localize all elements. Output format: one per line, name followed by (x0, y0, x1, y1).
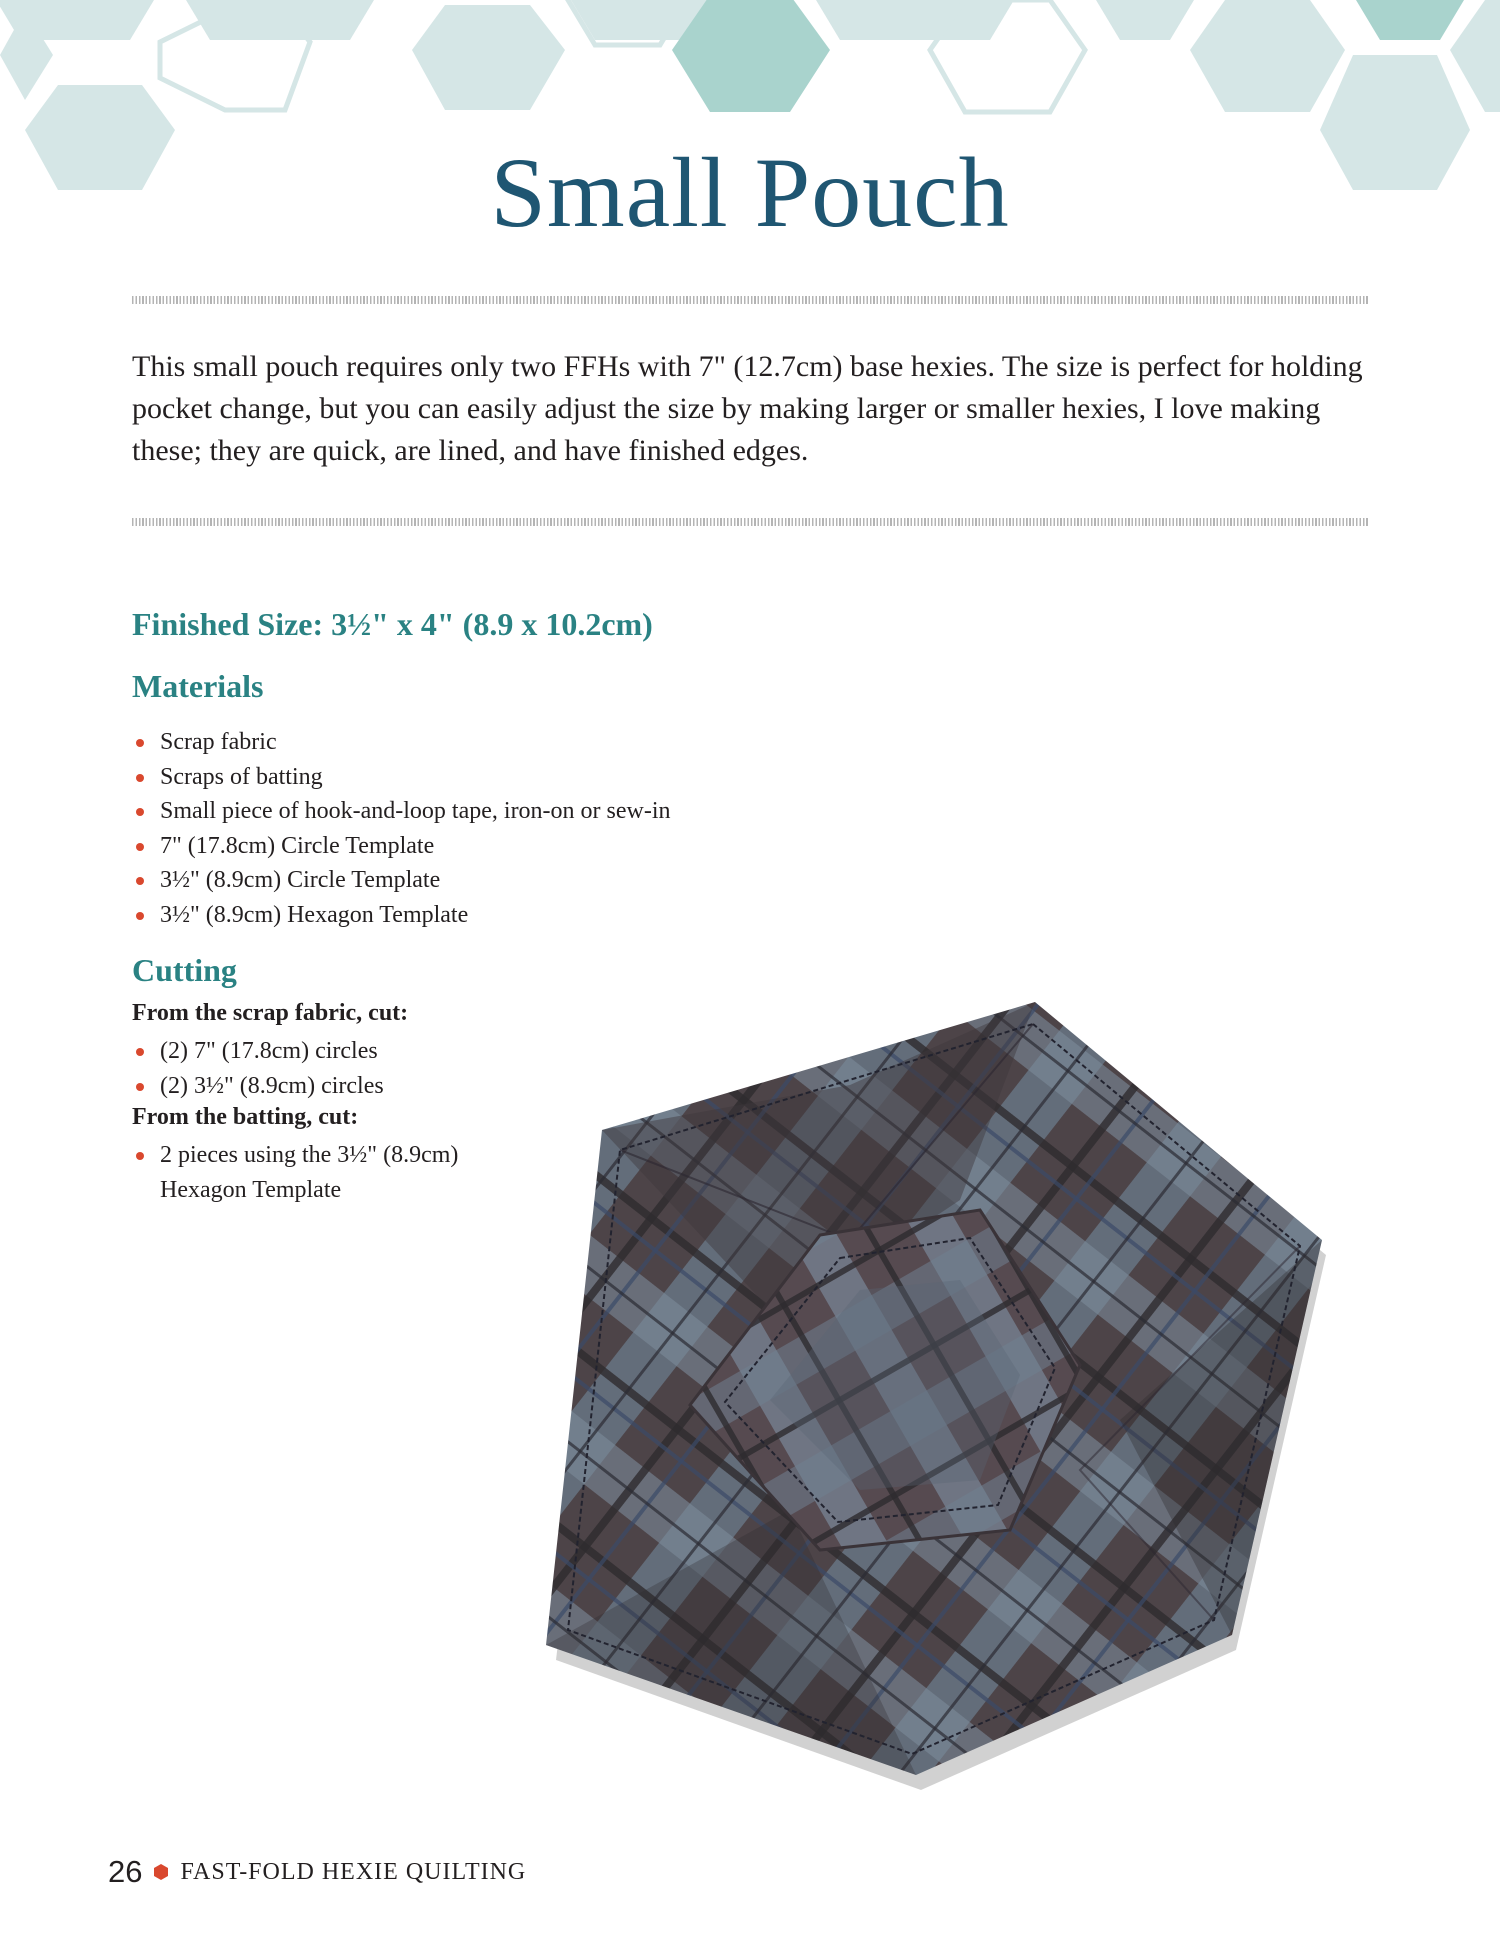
bullet-dot (136, 1048, 144, 1056)
page-title: Small Pouch (490, 137, 1010, 248)
list-item (132, 829, 671, 864)
header-hexagon (1090, 0, 1200, 40)
list-item (132, 1034, 384, 1069)
pouch-photo (520, 990, 1340, 1810)
bullet-dot (136, 843, 144, 851)
list-item (132, 760, 671, 795)
list-item (132, 1138, 540, 1207)
bullet-dot (136, 774, 144, 782)
header-hexagon (930, 0, 1085, 112)
page-number: 26 (108, 1854, 143, 1889)
intro-paragraph: This small pouch requires only two FFHs with 7" (12.7cm) base hexies. The size is perfect for holding pocket change, but you can easily adjust the size by making larger or smaller hexies, I love making these; they are quick, are lined, and have finished edges. (132, 350, 1363, 467)
bullet-dot (136, 808, 144, 816)
list-item (132, 794, 671, 829)
cutting-batting-subheading: From the batting, cut: (132, 1104, 359, 1130)
header-hexagon (672, 0, 830, 112)
materials-list (132, 725, 671, 932)
divider-rule (132, 296, 1368, 304)
book-title: FAST-FOLD HEXIE QUILTING (180, 1858, 527, 1885)
list-item (132, 1069, 384, 1104)
list-item-text: Scrap fabric (160, 729, 277, 755)
bullet-dot (136, 739, 144, 747)
cutting-fabric-subheading: From the scrap fabric, cut: (132, 1000, 409, 1026)
hexagon-bullet-icon (154, 1864, 168, 1880)
finished-size-heading: Finished Size: 3½" x 4" (8.9 x 10.2cm) (132, 606, 653, 642)
bullet-dot (136, 1152, 144, 1160)
list-item (132, 898, 671, 933)
header-hexagon (1190, 0, 1345, 112)
header-hexagon (1450, 0, 1500, 112)
cutting-heading: Cutting (132, 952, 237, 988)
list-item-text: 2 pieces using the 3½" (8.9cm) Hexagon Template (160, 1142, 459, 1203)
list-item-text: 3½" (8.9cm) Hexagon Template (160, 901, 469, 928)
header-hexagon (412, 5, 565, 110)
bullet-dot (136, 912, 144, 920)
header-hexagon (810, 0, 1020, 40)
list-item-text: Scraps of batting (160, 763, 323, 790)
header-hexagon (1350, 0, 1470, 40)
bullet-dot (136, 877, 144, 885)
divider-rule (132, 518, 1368, 526)
page-footer (108, 1852, 526, 1892)
cutting-fabric-list (132, 1034, 384, 1103)
list-item-text: Small piece of hook-and-loop tape, iron-on or sew-in (160, 798, 671, 824)
list-item-text: (2) 7" (17.8cm) circles (160, 1038, 378, 1064)
list-item-text: 3½" (8.9cm) Circle Template (160, 867, 441, 893)
materials-heading: Materials (132, 668, 264, 704)
list-item-text: (2) 3½" (8.9cm) circles (160, 1072, 384, 1099)
list-item (132, 863, 671, 898)
bullet-dot (136, 1083, 144, 1091)
list-item (132, 725, 671, 760)
list-item-text: 7" (17.8cm) Circle Template (160, 832, 435, 859)
cutting-batting-list (132, 1138, 540, 1207)
